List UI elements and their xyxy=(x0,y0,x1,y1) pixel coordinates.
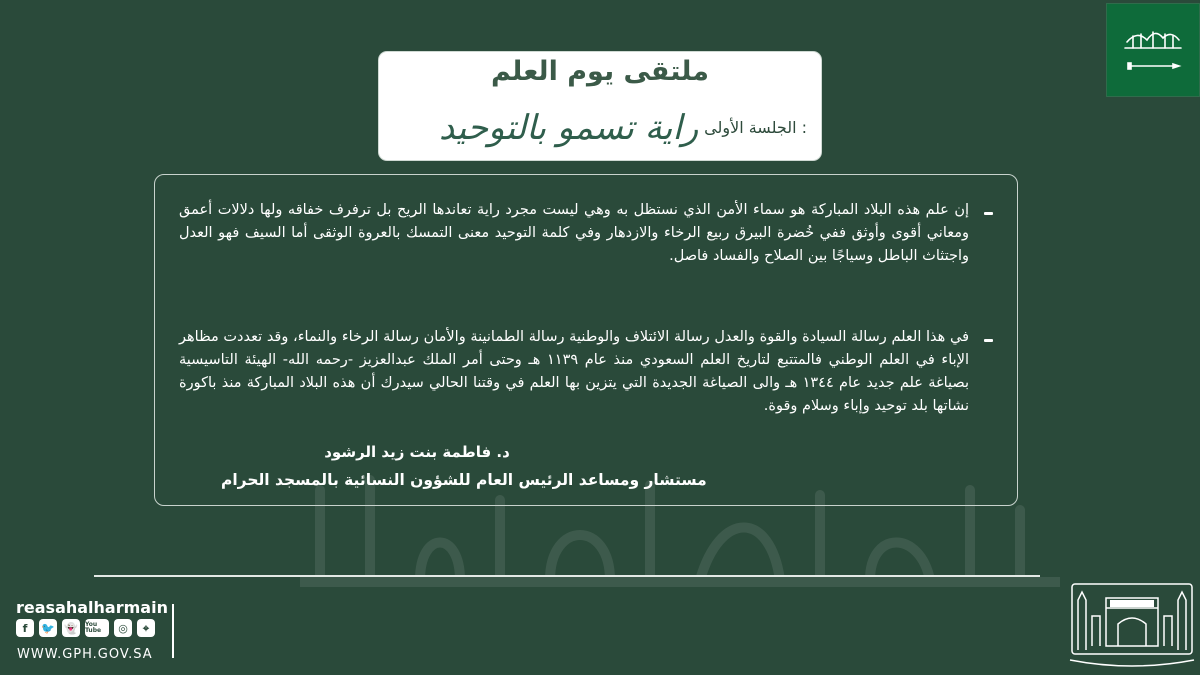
twitter-icon[interactable]: 🐦 xyxy=(39,619,57,637)
snapchat-icon[interactable]: 👻 xyxy=(62,619,80,637)
youtube-label: You Tube xyxy=(85,621,102,634)
presidency-logo-icon xyxy=(1066,580,1198,672)
social-icons-row xyxy=(16,619,155,637)
youtube-icon[interactable] xyxy=(85,619,109,637)
bullet-marker xyxy=(984,212,993,215)
saudi-flag xyxy=(1106,3,1200,97)
flag-emblem-icon xyxy=(1107,4,1199,96)
author-name: د. فاطمة بنت زيد الرشود xyxy=(324,443,510,461)
author-title: مستشار ومساعد الرئيس العام للشؤون النسائية بالمسجد الحرام xyxy=(221,471,707,489)
title-card xyxy=(379,52,821,160)
social-handle: reasahalharmain xyxy=(16,598,168,617)
article-paragraph: في هذا العلم رسالة السيادة والقوة والعدل رسالة الائتلاف والوطنية رسالة الطمانينة والأمان رسالة الرخاء والنماء، وقد تعددت مظاهر الإباء في العلم الوطني فالمتتبع لتاريخ العلم السعودي منذ عام ١١٣٩ هـ وحتى أمر الملك عبدالعزيز -رحمه الله- الهيئة التاسيسية بصياغة علم جديد عام ١٣٤٤ هـ والى الصياغة الجديدة التي يتزين بها العلم في وقتنا الحالي سيدرك أن هذه البلاد المباركة منذ باكورة نشاتها بلد توحيد وإباء وسلام وقوة. xyxy=(179,329,969,414)
article-paragraph: إن علم هذه البلاد المباركة هو سماء الأمن الذي نستظل به وهي ليست مجرد راية تعاندها الريح بل ترفرف خفاقه ولها دلالات أعمق ومعاني أقوى وأوثق ففي خُضرة البيرق ربيع الرخاء والازدهار وفي كلمة التوحيد معنى التمسك بالعروة الوثقى أما السيف فهو العدل واجتثاث الباطل وسياجًا بين الصلاح والفساد فاصل. xyxy=(179,202,969,264)
instagram-icon[interactable]: ◎ xyxy=(114,619,132,637)
bullet-marker xyxy=(984,339,993,342)
website-url[interactable]: WWW.GPH.GOV.SA xyxy=(17,647,153,662)
article-card xyxy=(154,174,1018,506)
facebook-icon[interactable]: f xyxy=(16,619,34,637)
event-title: ملتقى يوم العلم xyxy=(491,56,709,87)
footer-divider-line xyxy=(94,575,1040,577)
session-label: الجلسة الأولى : xyxy=(704,118,807,137)
location-icon[interactable]: ⌖ xyxy=(137,619,155,637)
session-slogan: راية تسمو بالتوحيد xyxy=(439,108,699,148)
footer-vertical-divider xyxy=(172,604,174,658)
